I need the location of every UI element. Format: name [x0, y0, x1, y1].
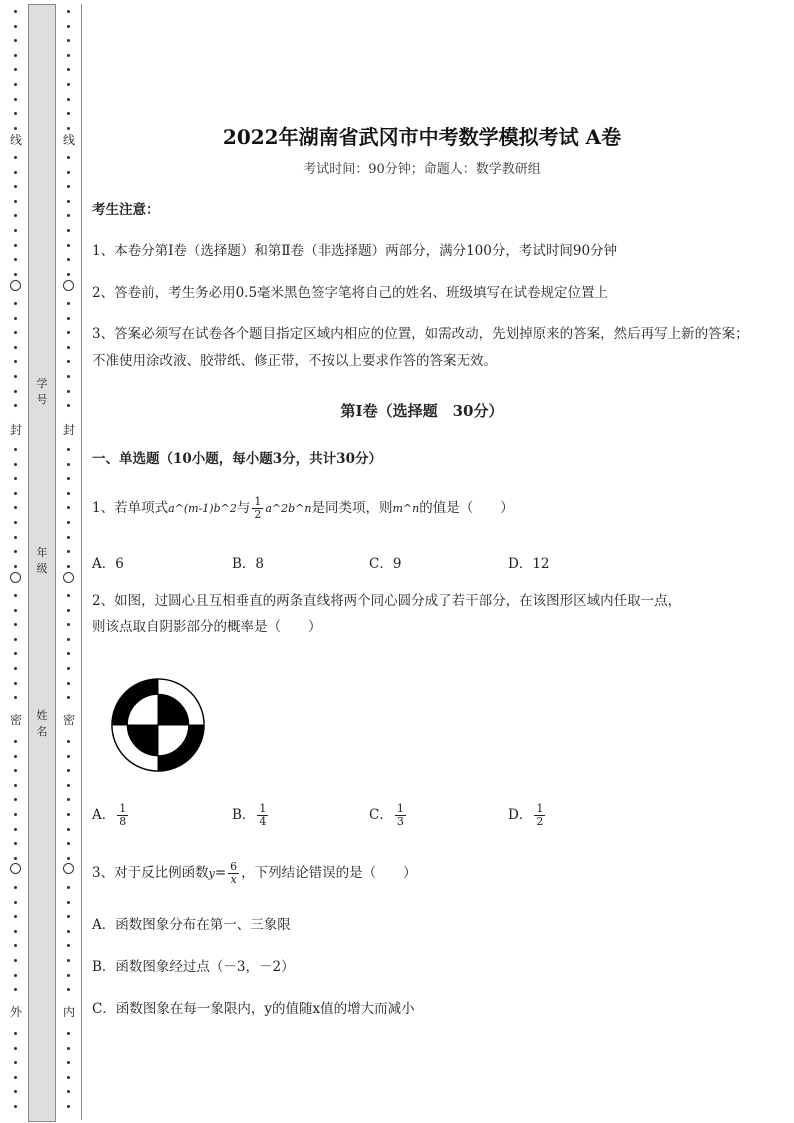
margin-dot [67, 25, 70, 28]
margin-dot [14, 244, 17, 247]
q1-expr-2: a^2b^n [265, 502, 312, 515]
margin-dot [14, 813, 17, 816]
margin-dot [14, 360, 17, 363]
margin-dot [14, 915, 17, 918]
margin-dot [14, 112, 17, 115]
margin-dot [14, 784, 17, 787]
margin-dot [67, 1061, 70, 1064]
notice-item-2: 2、答卷前，考生务必用0.5毫米黑色签字笔将自己的姓名、班级填写在试卷规定位置上 [92, 285, 609, 301]
margin-dot [14, 463, 17, 466]
q2-option-c: C． $\frac{1}{3}$ [369, 802, 404, 828]
margin-dot [67, 682, 70, 685]
margin-dot [14, 39, 17, 42]
band-label-name: 姓名 [36, 709, 48, 738]
margin-dot [67, 652, 70, 655]
inner-margin-char: 线 [62, 133, 75, 147]
margin-dot [67, 448, 70, 451]
margin-ring-icon [63, 863, 74, 874]
margin-dot [67, 740, 70, 743]
margin-dot [67, 798, 70, 801]
margin-dot [67, 506, 70, 509]
margin-dot [14, 536, 17, 539]
margin-ring-icon [63, 280, 74, 291]
margin-dot [67, 915, 70, 918]
margin-dot [67, 258, 70, 261]
outer-dotted-line [9, 0, 23, 1123]
margin-dot [14, 682, 17, 685]
notice-item-1: 1、本卷分第I卷（选择题）和第Ⅱ卷（非选择题）两部分，满分100分，考试时间90分钟 [92, 243, 618, 259]
margin-dot [67, 828, 70, 831]
inner-margin-char: 内 [62, 1005, 75, 1019]
margin-dot [14, 667, 17, 670]
margin-dot [14, 229, 17, 232]
margin-dot [14, 83, 17, 86]
inner-margin-char: 封 [62, 423, 75, 437]
q1-option-a: A．6 [92, 556, 124, 572]
margin-dot [14, 214, 17, 217]
margin-dot [67, 769, 70, 772]
margin-dot [67, 317, 70, 320]
margin-dot [67, 171, 70, 174]
margin-dot [14, 828, 17, 831]
margin-dot [14, 550, 17, 553]
margin-dot [14, 842, 17, 845]
margin-dot [14, 390, 17, 393]
notice-heading: 考生注意： [92, 202, 160, 218]
margin-dot [14, 901, 17, 904]
margin-dot [14, 609, 17, 612]
margin-dot [67, 886, 70, 889]
margin-dot [67, 609, 70, 612]
margin-dot [67, 54, 70, 57]
margin-dot [67, 1090, 70, 1093]
margin-dot [67, 156, 70, 159]
outer-margin-char: 密 [9, 713, 22, 727]
margin-dot [14, 974, 17, 977]
margin-dot [14, 98, 17, 101]
question-2-line-2: 则该点取自阴影部分的概率是（ ） [92, 619, 322, 635]
question-3: 3、对于反比例函数y= $\frac{6}{x}$ ，下列结论错误的是（ ） [92, 860, 417, 886]
margin-dot [14, 156, 17, 159]
outer-margin-char: 封 [9, 423, 22, 437]
margin-dot [14, 492, 17, 495]
page-title: 2022年湖南省武冈市中考数学模拟考试 A卷 [222, 125, 622, 149]
margin-ring-icon [10, 863, 21, 874]
margin-dot [67, 331, 70, 334]
margin-dot [14, 930, 17, 933]
margin-dot [67, 842, 70, 845]
margin-dot [67, 755, 70, 758]
q1-option-d: D．12 [508, 556, 550, 572]
margin-dot [14, 317, 17, 320]
margin-dot [14, 565, 17, 568]
band-label-grade: 年级 [36, 546, 48, 575]
margin-dot [14, 171, 17, 174]
margin-dot [14, 448, 17, 451]
margin-dot [67, 857, 70, 860]
margin-dot [67, 98, 70, 101]
band-label-student-id: 学号 [36, 377, 48, 406]
margin-dot [67, 784, 70, 787]
margin-dot [14, 1090, 17, 1093]
margin-dot [67, 244, 70, 247]
margin-dot [67, 68, 70, 71]
margin-dot [14, 404, 17, 407]
margin-dot [14, 54, 17, 57]
margin-dot [14, 10, 17, 13]
margin-dot [67, 477, 70, 480]
section-title: 第I卷（选择题 30分） [340, 402, 504, 420]
margin-dot [67, 1076, 70, 1079]
margin-dot [14, 521, 17, 524]
margin-dot [67, 988, 70, 991]
margin-dot [14, 755, 17, 758]
margin-dot [14, 273, 17, 276]
outer-margin-char: 线 [9, 133, 22, 147]
margin-dot [67, 930, 70, 933]
margin-dot [14, 68, 17, 71]
margin-dot [67, 638, 70, 641]
margin-dot [14, 258, 17, 261]
margin-dot [14, 857, 17, 860]
margin-dot [67, 813, 70, 816]
margin-dot [67, 901, 70, 904]
q3-option-b: B．函数图象经过点（－3，－2） [92, 959, 295, 975]
margin-dot [67, 594, 70, 597]
margin-dot [14, 25, 17, 28]
inner-margin-char: 密 [62, 713, 75, 727]
margin-dot [67, 200, 70, 203]
q1-fraction: $\frac{1}{2}$ [254, 495, 262, 521]
margin-dot [67, 944, 70, 947]
question-2-line-1: 2、如图，过圆心且互相垂直的两条直线将两个同心圆分成了若干部分，在该图形区域内任取一点， [92, 593, 682, 609]
q3-fraction: $\frac{6}{x}$ [230, 860, 238, 886]
margin-dot [14, 740, 17, 743]
margin-dot [67, 1047, 70, 1050]
part-heading: 一、单选题（10小题，每小题3分，共计30分） [92, 451, 382, 467]
margin-dot [14, 769, 17, 772]
margin-border-line [81, 4, 82, 1120]
margin-ring-icon [63, 572, 74, 583]
margin-dot [67, 360, 70, 363]
margin-dot [67, 112, 70, 115]
concentric-circles-figure [110, 677, 206, 773]
margin-dot [14, 185, 17, 188]
margin-dot [14, 1047, 17, 1050]
margin-dot [67, 696, 70, 699]
margin-dot [14, 1076, 17, 1079]
margin-dot [14, 346, 17, 349]
margin-dot [67, 39, 70, 42]
margin-dot [67, 463, 70, 466]
margin-dot [14, 988, 17, 991]
margin-dot [67, 565, 70, 568]
margin-dot [14, 959, 17, 962]
margin-dot [14, 506, 17, 509]
inner-dotted-line [62, 0, 76, 1123]
q1-option-c: C．9 [369, 556, 402, 572]
q1-expr-1: a^(m-1)b^2 [168, 502, 237, 515]
q3-option-c: C．函数图象在每一象限内，y的值随x值的增大而减小 [92, 1001, 415, 1017]
margin-dot [67, 375, 70, 378]
outer-margin-char: 外 [9, 1005, 22, 1019]
margin-dot [67, 346, 70, 349]
q2-option-d: D． $\frac{1}{2}$ [508, 802, 544, 828]
margin-dot [67, 521, 70, 524]
margin-dot [14, 696, 17, 699]
margin-dot [67, 959, 70, 962]
margin-dot [67, 229, 70, 232]
margin-dot [14, 477, 17, 480]
margin-dot [67, 214, 70, 217]
margin-dot [67, 1105, 70, 1108]
margin-dot [14, 1105, 17, 1108]
margin-dot [14, 1061, 17, 1064]
margin-dot [14, 331, 17, 334]
margin-dot [67, 83, 70, 86]
margin-dot [67, 1032, 70, 1035]
margin-dot [14, 638, 17, 641]
exam-info: 考试时间：90分钟；命题人：数学教研组 [303, 162, 541, 177]
margin-dot [14, 623, 17, 626]
margin-dot [67, 974, 70, 977]
margin-dot [14, 594, 17, 597]
margin-ring-icon [10, 280, 21, 291]
margin-dot [67, 404, 70, 407]
binding-margin [0, 0, 84, 1123]
q1-option-b: B．8 [232, 556, 265, 572]
margin-dot [67, 536, 70, 539]
margin-dot [14, 798, 17, 801]
margin-dot [14, 886, 17, 889]
margin-dot [14, 375, 17, 378]
margin-dot [67, 127, 70, 130]
notice-item-3: 3、答案必须写在试卷各个题目指定区域内相应的位置，如需改动，先划掉原来的答案，然后再写上新的答案；不准使用涂改液、胶带纸、修正带，不按以上要求作答的答案无效。 [92, 326, 749, 369]
margin-dot [14, 1032, 17, 1035]
margin-dot [67, 667, 70, 670]
question-1: 1、若单项式a^(m-1)b^2与 $\frac{1}{2}$ a^2b^n是同类项，则m^n的值是（ ） [92, 495, 514, 521]
q2-option-a: A． $\frac{1}{8}$ [92, 802, 127, 828]
margin-dot [67, 550, 70, 553]
margin-dot [14, 200, 17, 203]
margin-dot [67, 10, 70, 13]
margin-dot [67, 302, 70, 305]
margin-dot [67, 623, 70, 626]
margin-dot [67, 185, 70, 188]
q3-option-a: A．函数图象分布在第一、三象限 [92, 917, 291, 933]
margin-ring-icon [10, 572, 21, 583]
margin-dot [14, 127, 17, 130]
margin-dot [67, 273, 70, 276]
margin-dot [67, 492, 70, 495]
q1-expr-3: m^n [392, 502, 420, 515]
margin-dot [67, 390, 70, 393]
q2-option-b: B． $\frac{1}{4}$ [232, 802, 267, 828]
margin-dot [14, 944, 17, 947]
margin-dot [14, 652, 17, 655]
margin-dot [14, 302, 17, 305]
